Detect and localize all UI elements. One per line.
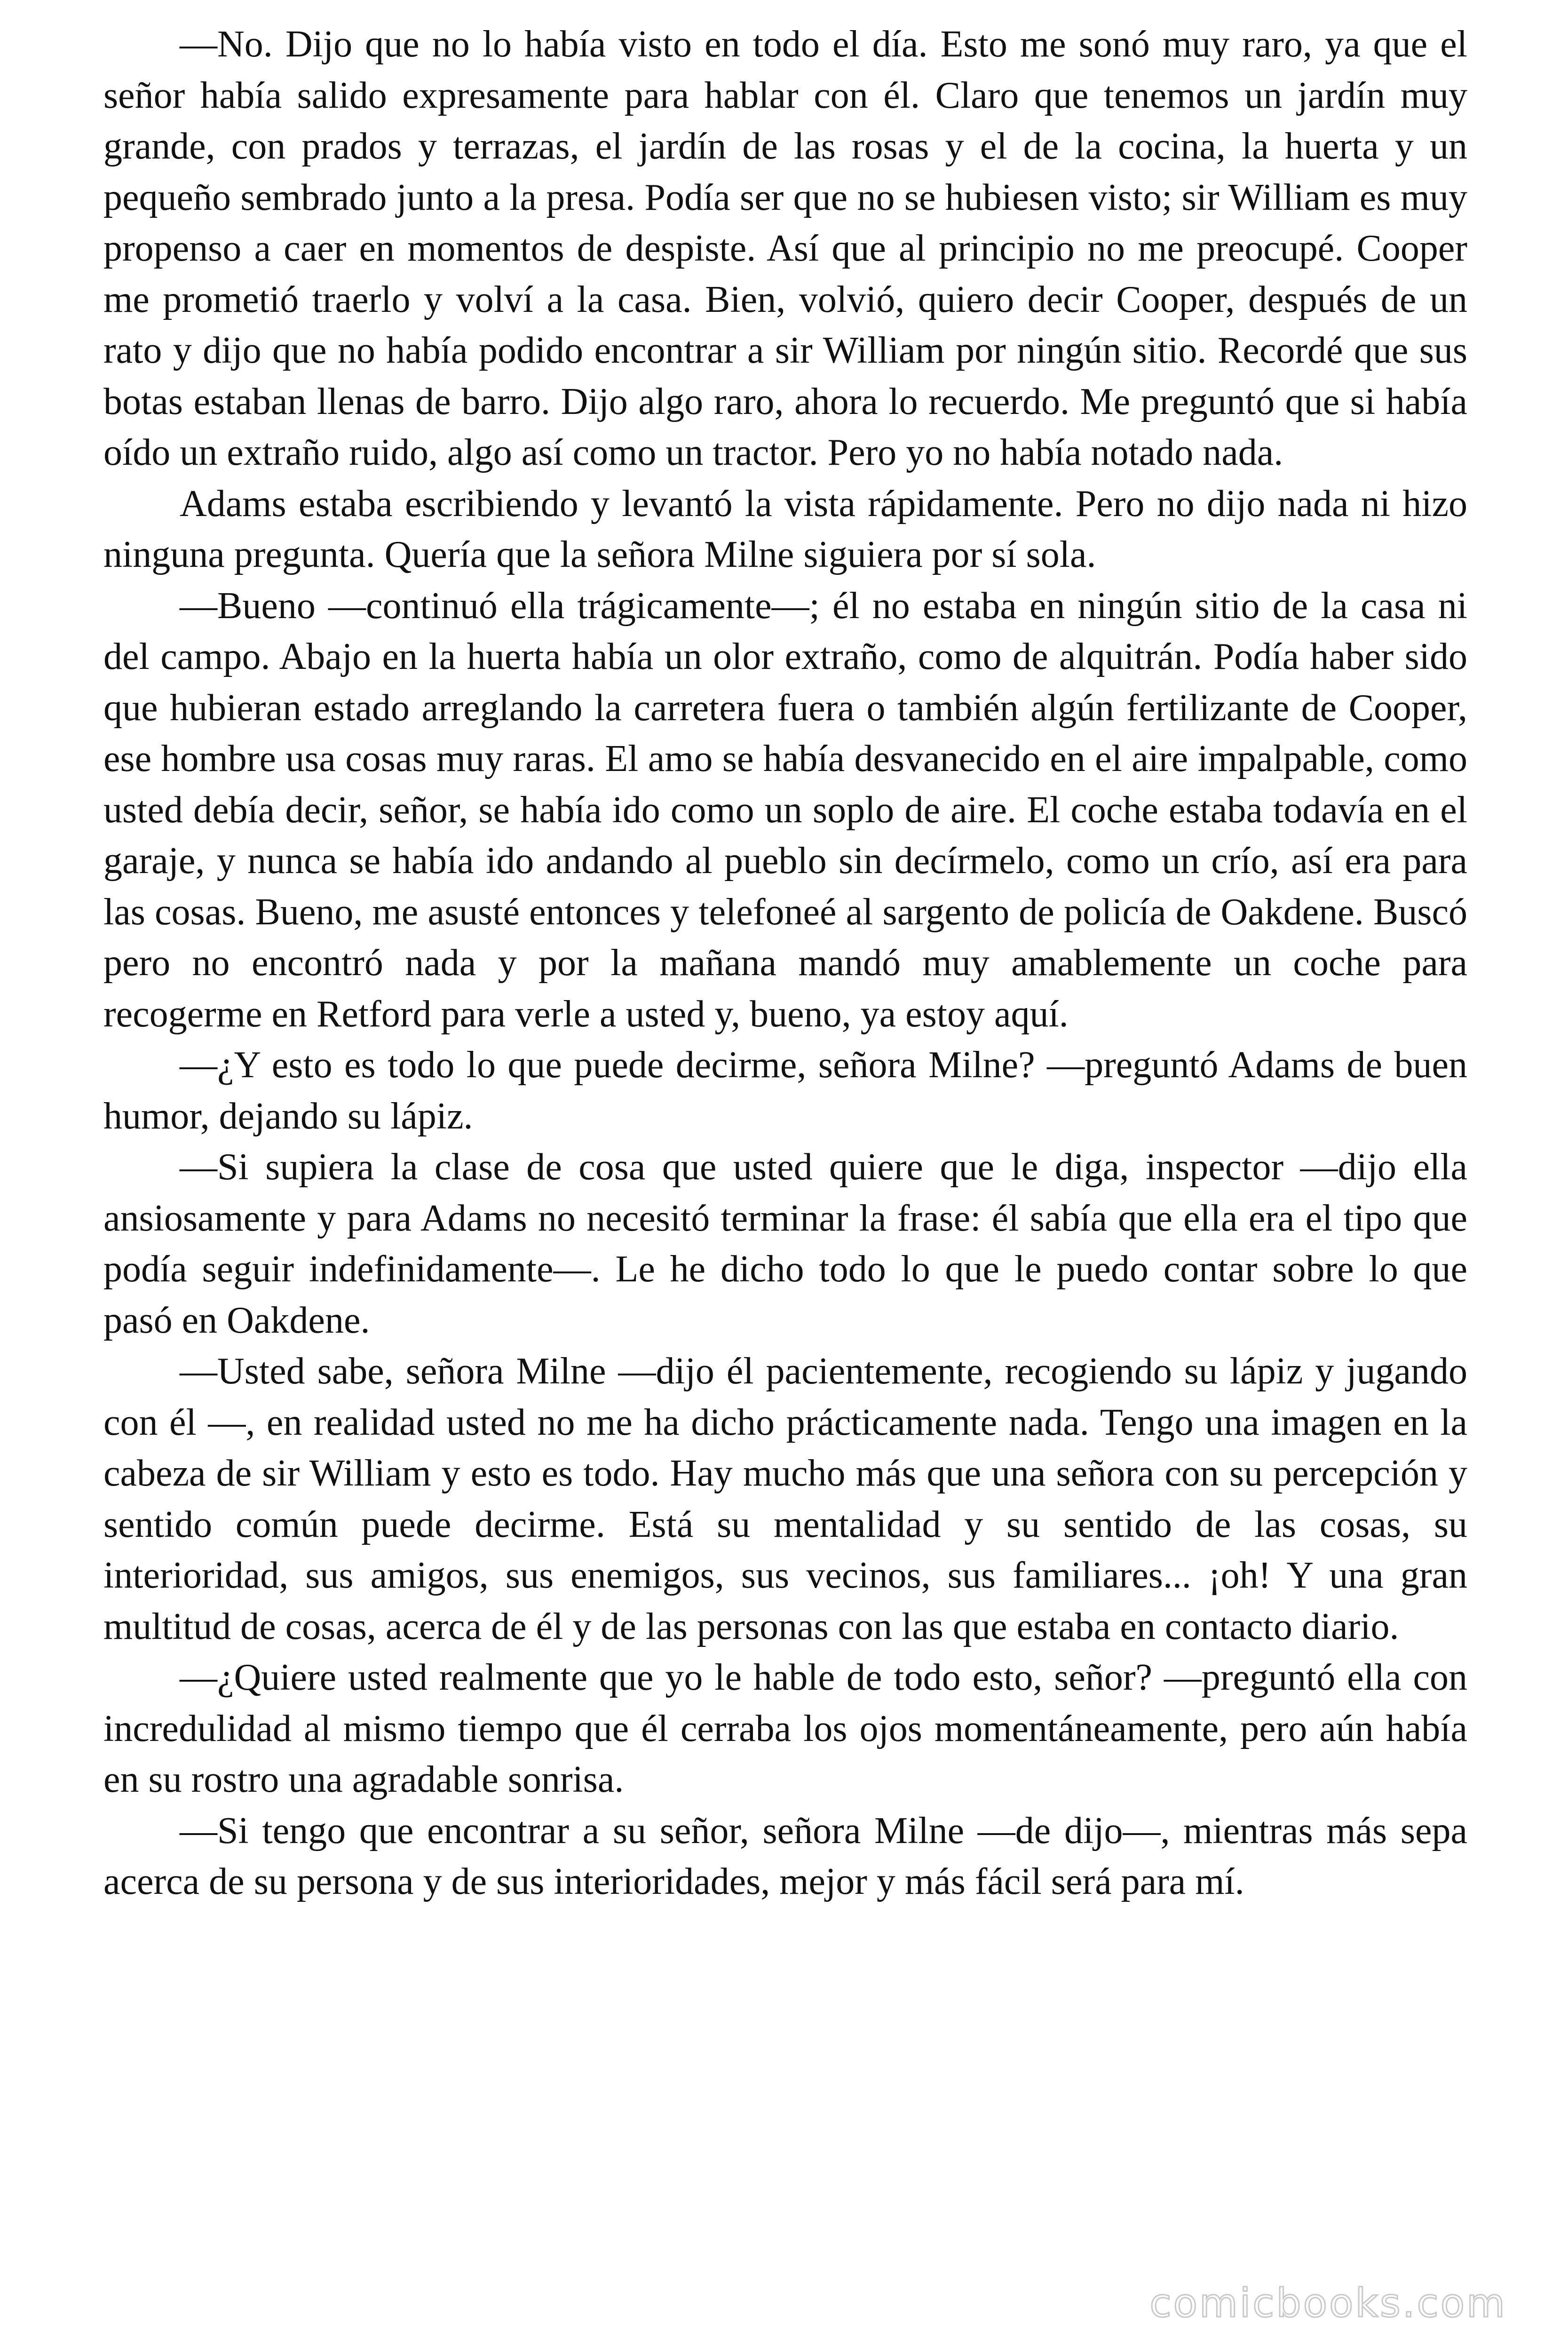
paragraph: —Usted sabe, señora Milne —dijo él pacientemente, recogiendo su lápiz y jugando con él —, en realidad usted no me ha dicho prácticamente nada. Tengo una imagen en la cabeza de sir William y esto es todo. Hay mucho más que una señora con su percepción y sentido común puede decirme. Está su mentalidad y su sentido de las cosas, su interioridad, sus amigos, sus enemigos, sus vecinos, sus familiares... ¡oh! Y una gran multitud de cosas, acerca de él y de las personas con las que estaba en contacto diario. (103, 1351, 1467, 1647)
paragraph: —¿Y esto es todo lo que puede decirme, señora Milne? —preguntó Adams de buen humor, dejando su lápiz. (103, 1044, 1467, 1137)
paragraph: —¿Quiere usted realmente que yo le hable de todo esto, señor? —preguntó ella con incredulidad al mismo tiempo que él cerraba los ojos momentáneamente, pero aún había en su rostro una agradable sonrisa. (103, 1657, 1467, 1800)
paragraph: —Si tengo que encontrar a su señor, señora Milne —de dijo—, mientras más sepa acerca de su persona y de sus interioridades, mejor y más fácil será para mí. (103, 1810, 1467, 1902)
paragraph: —Bueno —continuó ella trágicamente—; él no estaba en ningún sitio de la casa ni del campo. Abajo en la huerta había un olor extraño, como de alquitrán. Podía haber sido que hubieran estado arreglando la carretera fuera o también algún fertilizante de Cooper, ese hombre usa cosas muy raras. El amo se había desvanecido en el aire impalpable, como usted debía decir, señor, se había ido como un soplo de aire. El coche estaba todavía en el garaje, y nunca se había ido andando al pueblo sin decírmelo, como un crío, así era para las cosas. Bueno, me asusté entonces y telefoneé al sargento de policía de Oakdene. Buscó pero no encontró nada y por la mañana mandó muy amablemente un coche para recogerme en Retford para verle a usted y, bueno, ya estoy aquí. (103, 585, 1467, 1035)
paragraph: Adams estaba escribiendo y levantó la vista rápidamente. Pero no dijo nada ni hizo ninguna pregunta. Quería que la señora Milne siguiera por sí sola. (103, 483, 1467, 575)
document-page (103, 19, 1467, 2286)
paragraph: —Si supiera la clase de cosa que usted quiere que le diga, inspector —dijo ella ansiosamente y para Adams no necesitó terminar la frase: él sabía que ella era el tipo que podía seguir indefinidamente—. Le he dicho todo lo que le puedo contar sobre lo que pasó en Oakdene. (103, 1146, 1467, 1341)
watermark: comicbooks.com (1149, 2280, 1507, 2326)
paragraph: —No. Dijo que no lo había visto en todo el día. Esto me sonó muy raro, ya que el señor había salido expresamente para hablar con él. Claro que tenemos un jardín muy grande, con prados y terrazas, el jardín de las rosas y el de la cocina, la huerta y un pequeño sembrado junto a la presa. Podía ser que no se hubiesen visto; sir William es muy propenso a caer en momentos de despiste. Así que al principio no me preocupé. Cooper me prometió traerlo y volví a la casa. Bien, volvió, quiero decir Cooper, después de un rato y dijo que no había podido encontrar a sir William por ningún sitio. Recordé que sus botas estaban llenas de barro. Dijo algo raro, ahora lo recuerdo. Me preguntó que si había oído un extraño ruido, algo así como un tractor. Pero yo no había notado nada. (103, 24, 1467, 473)
